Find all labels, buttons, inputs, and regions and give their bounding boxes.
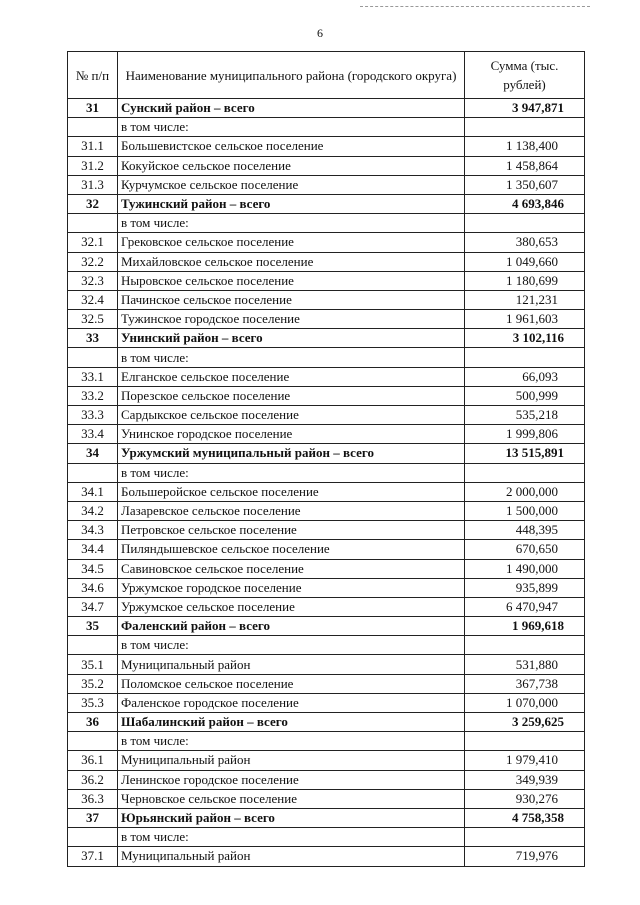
table-row [68,233,585,252]
cell-sum: 1 500,000 [465,501,585,520]
cell-num: 34.6 [68,578,118,597]
table-row [68,789,585,808]
cell-sum: 4 758,358 [465,808,585,827]
cell-sum: 935,899 [465,578,585,597]
cell-num: 34 [68,444,118,463]
cell-num: 32 [68,194,118,213]
cell-name: Черновское сельское поселение [118,789,465,808]
table-row-district-total [68,808,585,827]
cell-name: Муниципальный район [118,655,465,674]
cell-sum: 3 259,625 [465,713,585,732]
header-name: Наименование муниципального района (городского округа) [118,52,465,99]
table-row-district-total [68,194,585,213]
cell-sum: 670,650 [465,540,585,559]
cell-sum: 349,939 [465,770,585,789]
cell-name: Тужинский район – всего [118,194,465,213]
cell-sum: 4 693,846 [465,194,585,213]
cell-name: Ныровское сельское поселение [118,271,465,290]
cell-name: Грековское сельское поселение [118,233,465,252]
table-row [68,655,585,674]
table-row [68,597,585,616]
table-row [68,521,585,540]
cell-sum: 367,738 [465,674,585,693]
cell-name: Петровское сельское поселение [118,521,465,540]
table-row [68,578,585,597]
cell-sum [465,636,585,655]
table-row [68,290,585,309]
cell-num [68,118,118,137]
cell-num: 34.5 [68,559,118,578]
cell-sum: 1 490,000 [465,559,585,578]
cell-sum: 1 049,660 [465,252,585,271]
table-row [68,271,585,290]
cell-num: 33.3 [68,406,118,425]
cell-name: Пачинское сельское поселение [118,290,465,309]
cell-sum: 1 979,410 [465,751,585,770]
cell-num: 32.2 [68,252,118,271]
table-row [68,770,585,789]
cell-name: Муниципальный район [118,751,465,770]
cell-num: 33.1 [68,367,118,386]
cell-sum: 531,880 [465,655,585,674]
table-row [68,693,585,712]
cell-num: 33.4 [68,425,118,444]
cell-name: Унинский район – всего [118,329,465,348]
table-row [68,732,585,751]
cell-sum: 3 102,116 [465,329,585,348]
table-row [68,252,585,271]
cell-sum: 535,218 [465,406,585,425]
cell-num: 34.1 [68,482,118,501]
table-row-district-total [68,713,585,732]
cell-name: Фаленский район – всего [118,617,465,636]
cell-num: 37 [68,808,118,827]
table-body [68,99,585,867]
cell-name: в том числе: [118,118,465,137]
table-row-district-total [68,99,585,118]
table-row [68,559,585,578]
cell-num: 32.4 [68,290,118,309]
table-row [68,425,585,444]
cell-num: 31 [68,99,118,118]
cell-name: Порезское сельское поселение [118,386,465,405]
cell-sum [465,214,585,233]
cell-num: 35.2 [68,674,118,693]
cell-sum: 1 969,618 [465,617,585,636]
cell-sum: 930,276 [465,789,585,808]
cell-sum [465,732,585,751]
table-row [68,214,585,233]
cell-sum: 1 070,000 [465,693,585,712]
cell-sum [465,118,585,137]
cell-sum: 3 947,871 [465,99,585,118]
cell-sum: 1 180,699 [465,271,585,290]
cell-num: 35 [68,617,118,636]
cell-name: Сардыкское сельское поселение [118,406,465,425]
page-number: 6 [317,26,323,40]
cell-name: Шабалинский район – всего [118,713,465,732]
table-row [68,847,585,866]
cell-sum: 121,231 [465,290,585,309]
cell-name: Елганское сельское поселение [118,367,465,386]
cell-name: в том числе: [118,828,465,847]
table-row-district-total [68,617,585,636]
cell-name: Унинское городское поселение [118,425,465,444]
table-row [68,175,585,194]
cell-num: 32.5 [68,310,118,329]
cell-sum [465,348,585,367]
cell-sum: 1 138,400 [465,137,585,156]
table-row [68,751,585,770]
cell-sum: 1 961,603 [465,310,585,329]
table-row [68,674,585,693]
cell-num: 33.2 [68,386,118,405]
cell-name: Большеройское сельское поселение [118,482,465,501]
cell-name: Уржумское городское поселение [118,578,465,597]
table-row [68,501,585,520]
header-rule [360,6,590,8]
cell-num [68,214,118,233]
cell-name: Юрьянский район – всего [118,808,465,827]
cell-name: в том числе: [118,214,465,233]
cell-num [68,348,118,367]
table-row [68,156,585,175]
cell-name: Поломское сельское поселение [118,674,465,693]
cell-num: 37.1 [68,847,118,866]
table-row [68,540,585,559]
table-row [68,310,585,329]
cell-sum: 13 515,891 [465,444,585,463]
cell-num: 31.2 [68,156,118,175]
cell-name: Уржумское сельское поселение [118,597,465,616]
cell-num: 36.3 [68,789,118,808]
cell-num: 35.1 [68,655,118,674]
table-row-district-total [68,444,585,463]
cell-name: в том числе: [118,348,465,367]
table-row [68,482,585,501]
table-row [68,386,585,405]
table-row [68,137,585,156]
table-row [68,463,585,482]
table-row [68,118,585,137]
cell-name: Кокуйское сельское поселение [118,156,465,175]
table-row [68,348,585,367]
cell-sum: 500,999 [465,386,585,405]
cell-sum [465,463,585,482]
cell-name: Сунский район – всего [118,99,465,118]
cell-sum: 1 999,806 [465,425,585,444]
cell-num: 36 [68,713,118,732]
cell-sum: 1 458,864 [465,156,585,175]
cell-name: Фаленское городское поселение [118,693,465,712]
cell-name: Ленинское городское поселение [118,770,465,789]
cell-num: 35.3 [68,693,118,712]
cell-name: Курчумское сельское поселение [118,175,465,194]
cell-num: 34.2 [68,501,118,520]
table-row [68,406,585,425]
cell-sum [465,828,585,847]
cell-name: в том числе: [118,463,465,482]
cell-num [68,828,118,847]
cell-name: в том числе: [118,732,465,751]
cell-num: 36.1 [68,751,118,770]
table-row [68,636,585,655]
header-sum: Сумма (тыс. рублей) [465,52,585,99]
cell-name: Большевистское сельское поселение [118,137,465,156]
cell-name: Лазаревское сельское поселение [118,501,465,520]
cell-sum: 448,395 [465,521,585,540]
cell-sum: 2 000,000 [465,482,585,501]
cell-name: Савиновское сельское поселение [118,559,465,578]
table-row [68,828,585,847]
cell-name: Тужинское городское поселение [118,310,465,329]
cell-num [68,732,118,751]
cell-num: 32.3 [68,271,118,290]
table-row [68,367,585,386]
cell-num: 34.3 [68,521,118,540]
cell-name: Михайловское сельское поселение [118,252,465,271]
cell-num: 32.1 [68,233,118,252]
cell-sum: 1 350,607 [465,175,585,194]
cell-num: 34.7 [68,597,118,616]
table-header-row [68,52,585,99]
cell-sum: 66,093 [465,367,585,386]
cell-num: 33 [68,329,118,348]
cell-num: 36.2 [68,770,118,789]
cell-sum: 380,653 [465,233,585,252]
cell-num [68,636,118,655]
cell-name: Пиляндышевское сельское поселение [118,540,465,559]
table-row-district-total [68,329,585,348]
cell-sum: 6 470,947 [465,597,585,616]
cell-sum: 719,976 [465,847,585,866]
allocation-table [67,51,585,867]
cell-name: Уржумский муниципальный район – всего [118,444,465,463]
cell-num: 31.3 [68,175,118,194]
cell-num: 31.1 [68,137,118,156]
cell-num: 34.4 [68,540,118,559]
cell-num [68,463,118,482]
cell-name: в том числе: [118,636,465,655]
cell-name: Муниципальный район [118,847,465,866]
header-num: № п/п [68,52,118,99]
